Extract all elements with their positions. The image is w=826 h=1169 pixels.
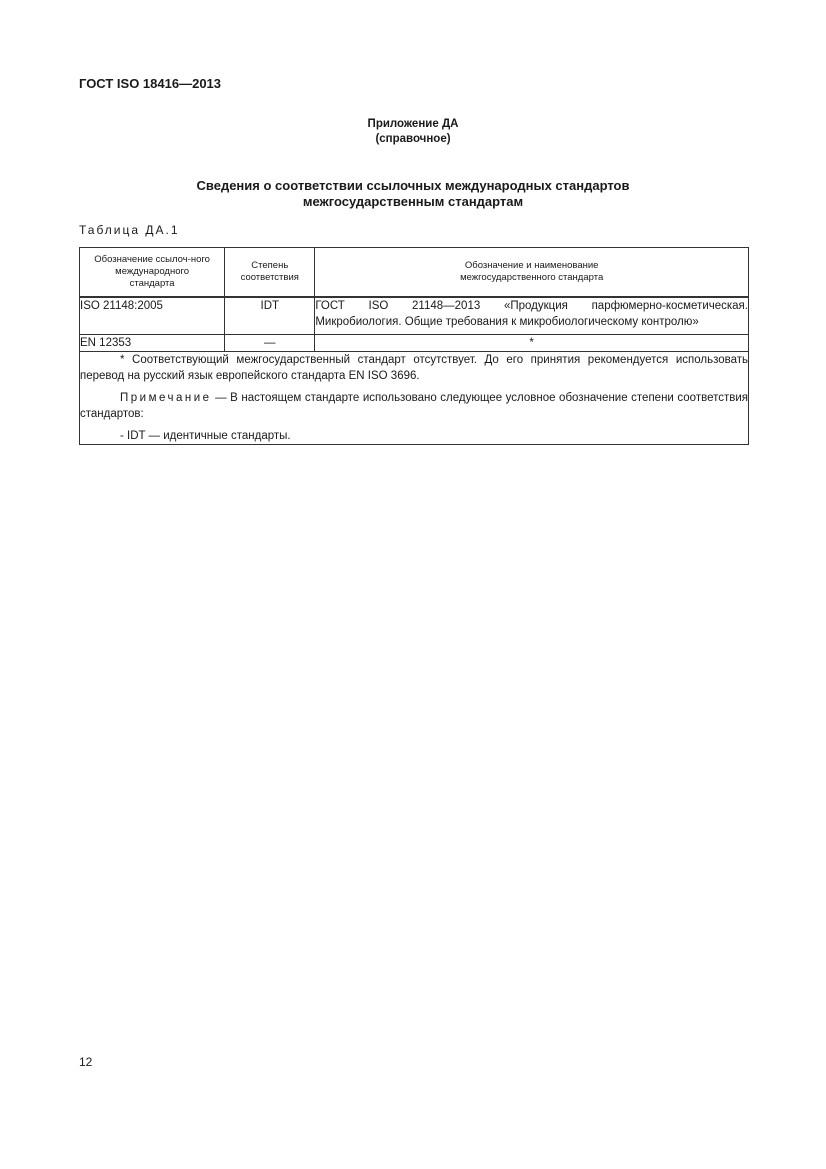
cell-reference: EN 12353 <box>80 335 225 352</box>
header-reference-standard: Обозначение ссылоч-ного международного стандарта <box>80 248 225 298</box>
cell-interstate: ГОСТ ISO 21148—2013 «Продукция парфюмерно-косметическая. Микробиология. Общие требования к микробиологическому контролю» <box>315 297 749 335</box>
correspondence-table <box>79 247 749 445</box>
document-code: ГОСТ ISO 18416—2013 <box>79 76 222 91</box>
section-title-line2: межгосударственным стандартам <box>302 194 524 209</box>
table-header-row <box>80 248 749 298</box>
table-caption: Таблица ДА.1 <box>79 223 180 237</box>
header-interstate-standard: Обозначение и наименование межгосударственного стандарта <box>315 248 749 298</box>
note-label: Примечание <box>120 392 212 404</box>
table-row <box>80 297 749 335</box>
cell-interstate: * <box>315 335 749 352</box>
section-title <box>0 178 826 210</box>
table-notes-row <box>80 352 749 445</box>
appendix-subtitle: (справочное) <box>375 133 451 145</box>
footnote: * Соответствующий межгосударственный стандарт отсутствует. До его принятия рекомендуется использовать перевод на русский язык европейского стандарта EN ISO 3696. <box>80 354 748 382</box>
table-notes <box>80 352 749 445</box>
note-text: — В настоящем стандарте использовано следующее условное обозначение степени соответствия стандартов: <box>80 392 748 420</box>
cell-degree: — <box>225 335 315 352</box>
header-degree: Степень соответствия <box>225 248 315 298</box>
appendix-title: Приложение ДА <box>367 118 459 130</box>
section-title-line1: Сведения о соответствии ссылочных международных стандартов <box>196 178 630 193</box>
note <box>80 390 748 422</box>
cell-degree: IDT <box>225 297 315 335</box>
cell-reference: ISO 21148:2005 <box>80 297 225 335</box>
page-number: 12 <box>79 1055 93 1069</box>
appendix-heading <box>0 117 826 147</box>
idt-definition: - IDT — идентичные стандарты. <box>120 430 291 442</box>
table-row <box>80 335 749 352</box>
